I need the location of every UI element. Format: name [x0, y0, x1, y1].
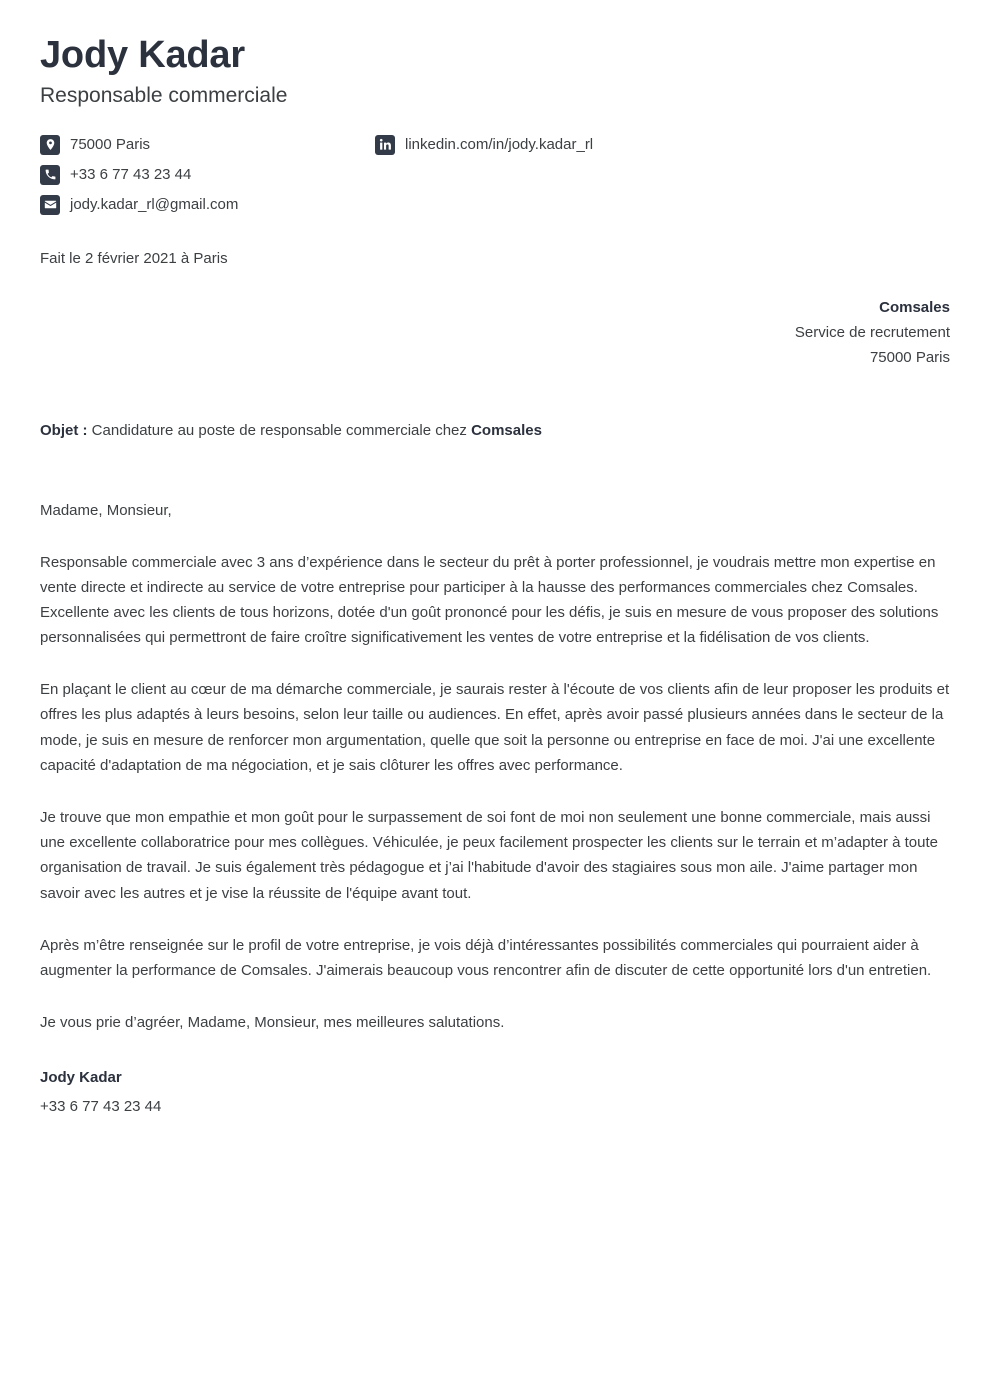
contact-address — [40, 134, 375, 156]
letter-paragraph: En plaçant le client au cœur de ma démarche commerciale, je saurais rester à l'écoute de vos clients afin de leur proposer les produits et offres les plus adaptés à leurs besoins, selon leur taille ou audiences. En effet, après avoir passé plusieurs années dans le secteur de la mode, je suis en mesure de renforcer mon argumentation, quelle que soit la personne ou entreprise en face de moi. J'ai une excellente capacité d'adaptation de ma négociation, et je sais clôturer les offres avec performance. — [40, 681, 950, 774]
contact-details — [40, 134, 950, 216]
contact-linkedin-text[interactable]: linkedin.com/in/jody.kadar_rl — [405, 135, 594, 153]
signature-name: Jody Kadar — [40, 1068, 122, 1086]
recipient-block — [40, 295, 950, 371]
contact-email-text[interactable]: jody.kadar_rl@gmail.com — [70, 195, 239, 213]
page-title: Jody Kadar — [40, 34, 245, 76]
subject-company: Comsales — [471, 422, 542, 440]
contact-linkedin[interactable] — [375, 134, 950, 156]
recipient-city: 75000 Paris — [869, 349, 950, 367]
contact-grid-spacer — [375, 194, 950, 216]
job-title: Responsable commerciale — [40, 83, 288, 107]
phone-icon — [40, 165, 60, 185]
recipient-department: Service de recrutement — [794, 323, 950, 341]
location-pin-icon — [40, 135, 60, 155]
contact-email[interactable] — [40, 194, 375, 216]
subject-text: Candidature au poste de responsable commerciale chez — [91, 422, 467, 440]
subject-label: Objet : — [40, 422, 88, 440]
contact-phone — [40, 164, 375, 186]
closing-line: Je vous prie d’agréer, Madame, Monsieur, mes meilleures salutations. — [40, 1014, 505, 1032]
letter-paragraph: Je trouve que mon empathie et mon goût pour le surpassement de soi font de moi non seulement une bonne commerciale, mais aussi une excellente collaboratrice pour mes collègues. Véhiculée, je peux facilement prospecter les clients sur le terrain et m’adapter à toute organisation de travail. Je suis également très pédagogue et j’ai l'habitude d'avoir des stagiaires sous mon aile. J'aime partager mon savoir avec les autres et je vise la réussite de l'équipe avant tout. — [40, 809, 938, 902]
recipient-company: Comsales — [879, 298, 950, 316]
letter-paragraph: Après m’être renseignée sur le profil de votre entreprise, je vois déjà d’intéressantes possibilités commerciales qui pourraient aider à augmenter la performance de Comsales. J'aimerais beaucoup vous rencontrer afin de discuter de cette opportunité lors d'un entretien. — [40, 936, 932, 979]
salutation: Madame, Monsieur, — [40, 502, 172, 520]
letter-paragraph: Responsable commerciale avec 3 ans d’expérience dans le secteur du prêt à porter professionnel, je voudrais mettre mon expertise en vente directe et indirecte au service de votre entreprise pour participer à la hausse des performances commerciales chez Comsales. Excellente avec les clients de tous horizons, dotée d'un goût prononcé pour les défis, je suis en mesure de vous proposer des solutions personnalisées qui permettront de faire croître significativement les ventes de votre entreprise et la fidélisation de vos clients. — [40, 553, 939, 647]
contact-phone-text: +33 6 77 43 23 44 — [70, 165, 192, 183]
signature-phone: +33 6 77 43 23 44 — [40, 1098, 162, 1116]
date-line: Fait le 2 février 2021 à Paris — [40, 249, 228, 267]
envelope-icon — [40, 195, 60, 215]
subject-line — [40, 420, 950, 442]
contact-address-text: 75000 Paris — [70, 135, 151, 153]
signature-block — [40, 1067, 950, 1119]
contact-grid-spacer — [375, 164, 950, 186]
linkedin-icon — [375, 135, 395, 155]
